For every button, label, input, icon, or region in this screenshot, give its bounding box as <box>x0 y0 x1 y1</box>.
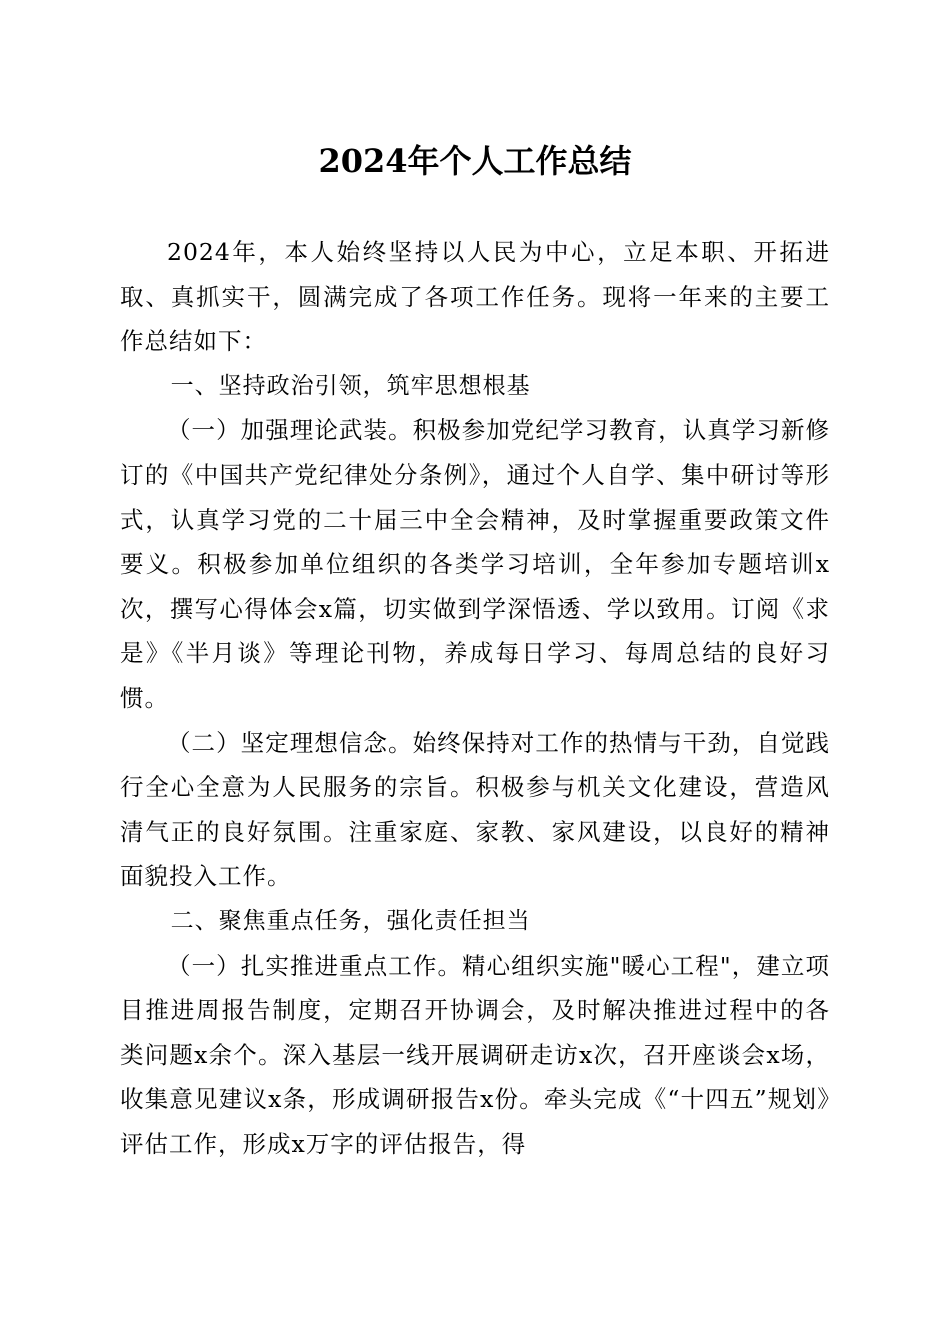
section-1-paragraph-2: （二）坚定理想信念。始终保持对工作的热情与干劲，自觉践行全心全意为人民服务的宗旨。积极参与机关文化建设，营造风清气正的良好氛围。注重家庭、家教、家风建设，以良好的精神面貌投入工作。 <box>120 728 830 891</box>
document-body <box>120 230 830 1166</box>
section-2-paragraph-1: （一）扎实推进重点工作。精心组织实施"暖心工程"，建立项目推进周报告制度，定期召开协调会，及时解决推进过程中的各类问题x余个。深入基层一线开展调研走访x次，召开座谈会x场，收集意见建议x条，形成调研报告x份。牵头完成《“十四五”规划》评估工作，形成x万字的评估报告，得 <box>120 951 830 1158</box>
section-1-paragraph-1: （一）加强理论武装。积极参加党纪学习教育，认真学习新修订的《中国共产党纪律处分条例》，通过个人自学、集中研讨等形式，认真学习党的二十届三中全会精神，及时掌握重要政策文件要义。积极参加单位组织的各类学习培训，全年参加专题培训x次，撰写心得体会x篇，切实做到学深悟透、学以致用。订阅《求是》《半月谈》等理论刊物，养成每日学习、每周总结的良好习惯。 <box>120 416 830 712</box>
section-1-heading: 一、坚持政治引领，筑牢思想根基 <box>170 372 531 399</box>
section-2-heading: 二、聚焦重点任务，强化责任担当 <box>170 907 531 934</box>
document-title: 2024年个人工作总结 <box>318 142 632 180</box>
intro-paragraph: 2024年，本人始终坚持以人民为中心，立足本职、开拓进取、真抓实干，圆满完成了各项工作任务。现将一年来的主要工作总结如下： <box>120 238 830 356</box>
